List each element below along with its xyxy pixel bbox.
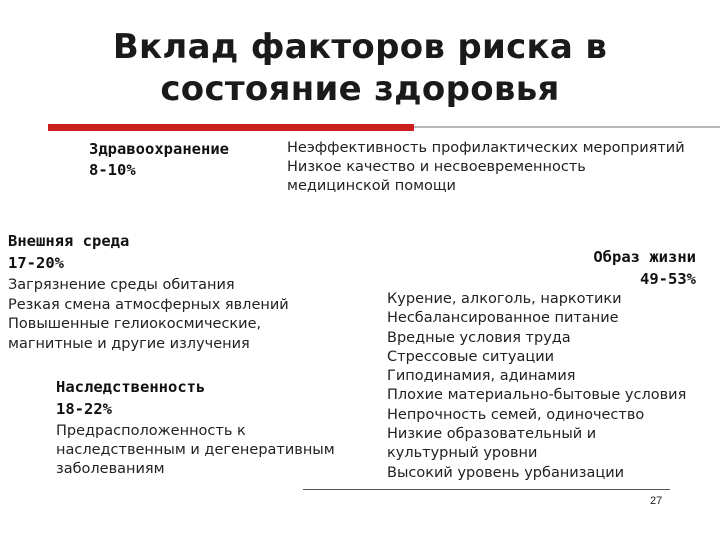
- lifestyle-factor: Стрессовые ситуации: [387, 348, 555, 365]
- lifestyle-factor: Курение, алкоголь, наркотики: [387, 291, 622, 307]
- healthcare-factor: Неэффективность профилактических мероприятий: [287, 140, 685, 156]
- environment-factor-list: [8, 276, 289, 354]
- lifestyle-factor: Гиподинамия, адинамия: [387, 368, 576, 385]
- lifestyle-heading: [593, 246, 696, 290]
- page-number: 27: [650, 495, 663, 507]
- title-underline-rule: [414, 126, 720, 128]
- environment-heading: [8, 230, 129, 274]
- healthcare-heading: [89, 139, 229, 181]
- heredity-label: Наследственность: [56, 378, 206, 396]
- lifestyle-factor: Несбалансированное питание: [387, 310, 619, 327]
- environment-factor: Повышенные гелиокосмические,: [8, 316, 262, 332]
- lifestyle-label: Образ жизни: [593, 248, 696, 266]
- lifestyle-factor: Низкие образовательный и: [387, 426, 597, 443]
- heredity-factor-list: [56, 422, 335, 479]
- environment-factor: Резкая смена атмосферных явлений: [8, 296, 289, 313]
- healthcare-factor-list: [287, 139, 685, 196]
- heredity-heading: [56, 376, 205, 420]
- lifestyle-factor: культурный уровни: [387, 445, 538, 462]
- slide-title-line-1: Вклад факторов риска в: [112, 27, 608, 67]
- slide-title: [40, 26, 680, 110]
- slide-title-line-2: состояние здоровья: [160, 69, 560, 109]
- healthcare-factor: Низкое качество и несвоевременность: [287, 159, 586, 175]
- environment-factor: магнитные и другие излучения: [8, 335, 250, 352]
- lifestyle-factor-list: [387, 290, 686, 483]
- lifestyle-factor: Вредные условия труда: [387, 329, 571, 346]
- title-underline-accent: [48, 124, 414, 131]
- lifestyle-factor: Непрочность семей, одиночество: [387, 406, 645, 423]
- lifestyle-factor: Плохие материально-бытовые условия: [387, 387, 687, 404]
- healthcare-percent: 8-10%: [89, 161, 136, 179]
- environment-percent: 17-20%: [8, 254, 64, 272]
- environment-label: Внешняя среда: [8, 232, 130, 250]
- footer-divider: [303, 489, 670, 490]
- heredity-factor: наследственным и дегенеративным: [56, 442, 335, 458]
- healthcare-factor: медицинской помощи: [287, 178, 456, 194]
- lifestyle-factor: Высокий уровень урбанизации: [387, 464, 625, 481]
- heredity-factor: заболеваниям: [56, 461, 165, 477]
- environment-factor: Загрязнение среды обитания: [8, 277, 235, 293]
- lifestyle-percent: 49-53%: [640, 270, 696, 288]
- heredity-percent: 18-22%: [56, 400, 112, 418]
- heredity-factor: Предрасположенность к: [56, 423, 246, 439]
- healthcare-label: Здравоохранение: [89, 140, 229, 158]
